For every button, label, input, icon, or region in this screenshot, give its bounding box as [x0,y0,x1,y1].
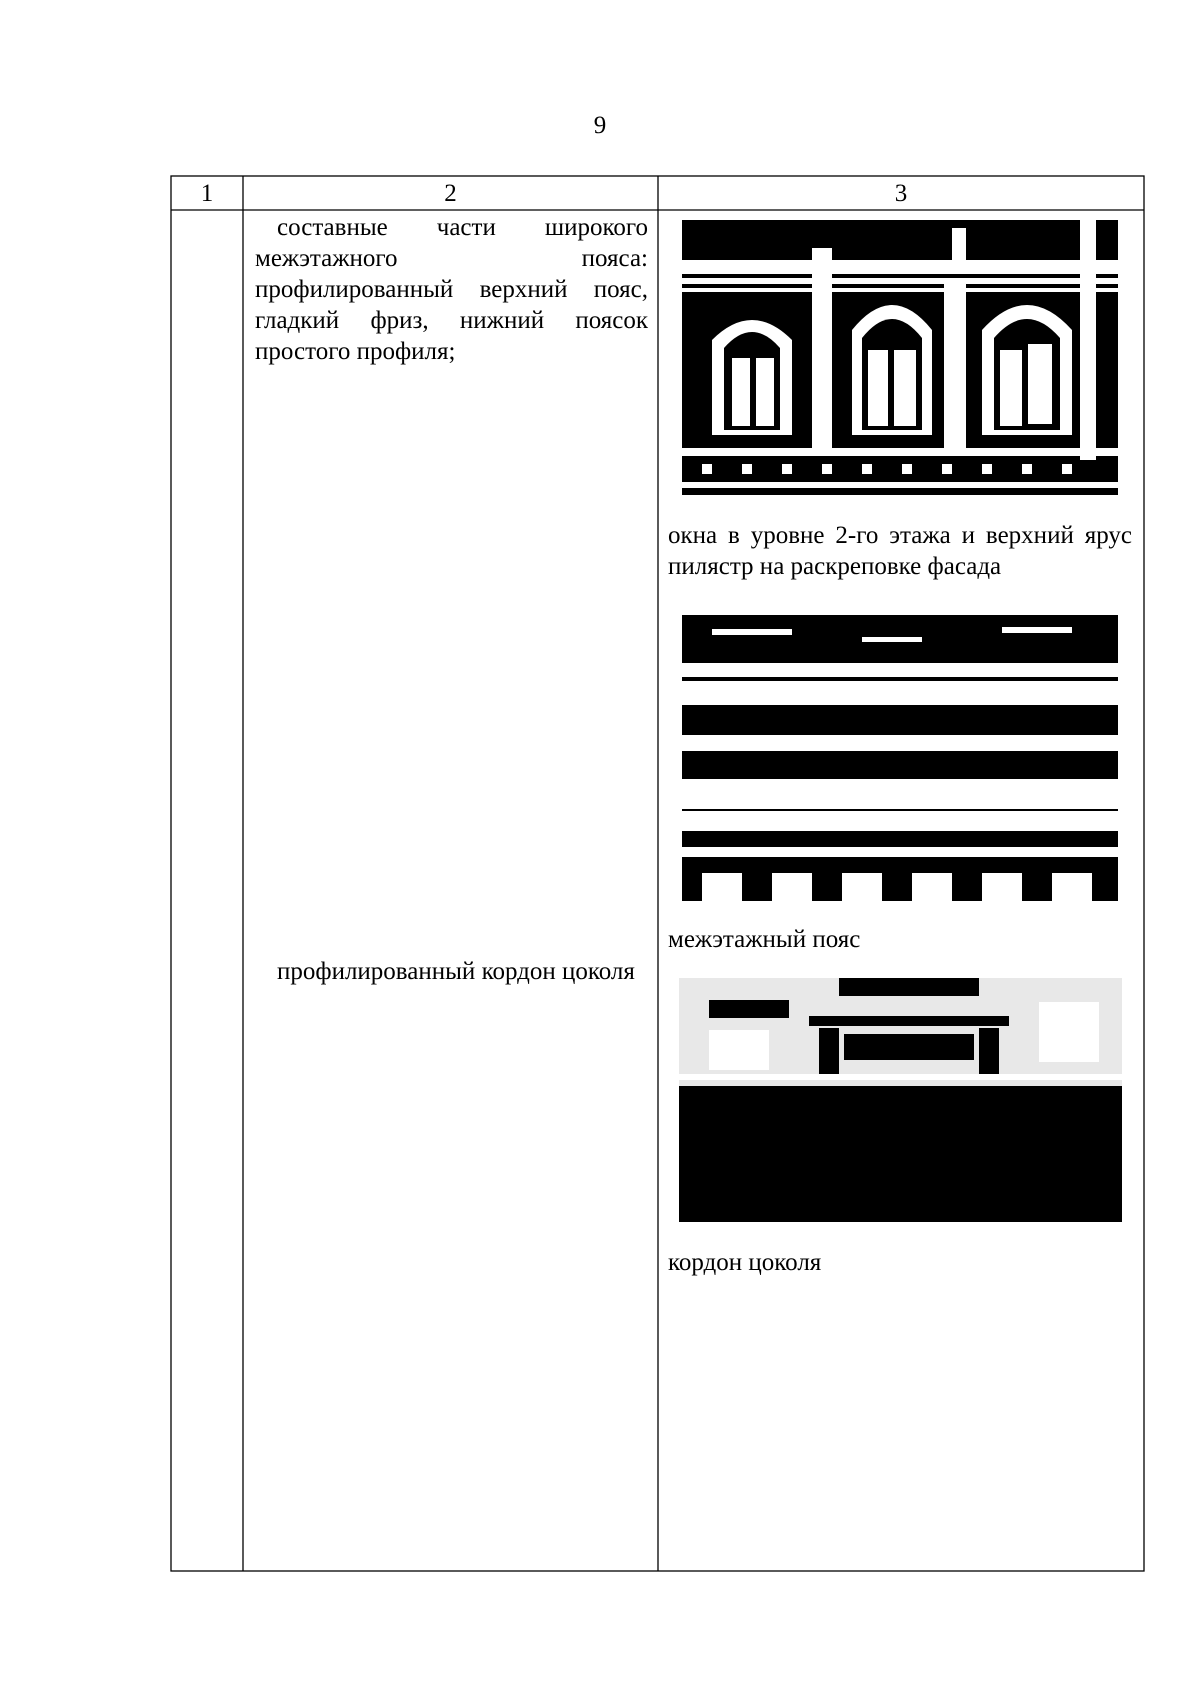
caption-windows: окна в уровне 2-го этажа и верхний ярус пилястр на раскреповке фасада [668,522,1132,580]
description-broad-belt: составные части широкого межэтажного пояса: профилированный верхний пояс, гладкий фриз, нижний поясок простого профиля; [255,214,648,365]
column-header-3: 3 [894,180,908,207]
page-number: 9 [593,112,607,139]
plinth-cordon-photo [679,978,1122,1222]
column-header-1: 1 [200,180,214,207]
caption-belt: межэтажный пояс [668,926,861,953]
column-header-2: 2 [444,180,457,207]
caption-cordon: кордон цоколя [668,1249,822,1276]
interfloor-belt-photo [682,615,1118,901]
facade-windows-photo [682,220,1118,495]
description-plinth-cordon: профилированный кордон цоколя [277,958,635,985]
